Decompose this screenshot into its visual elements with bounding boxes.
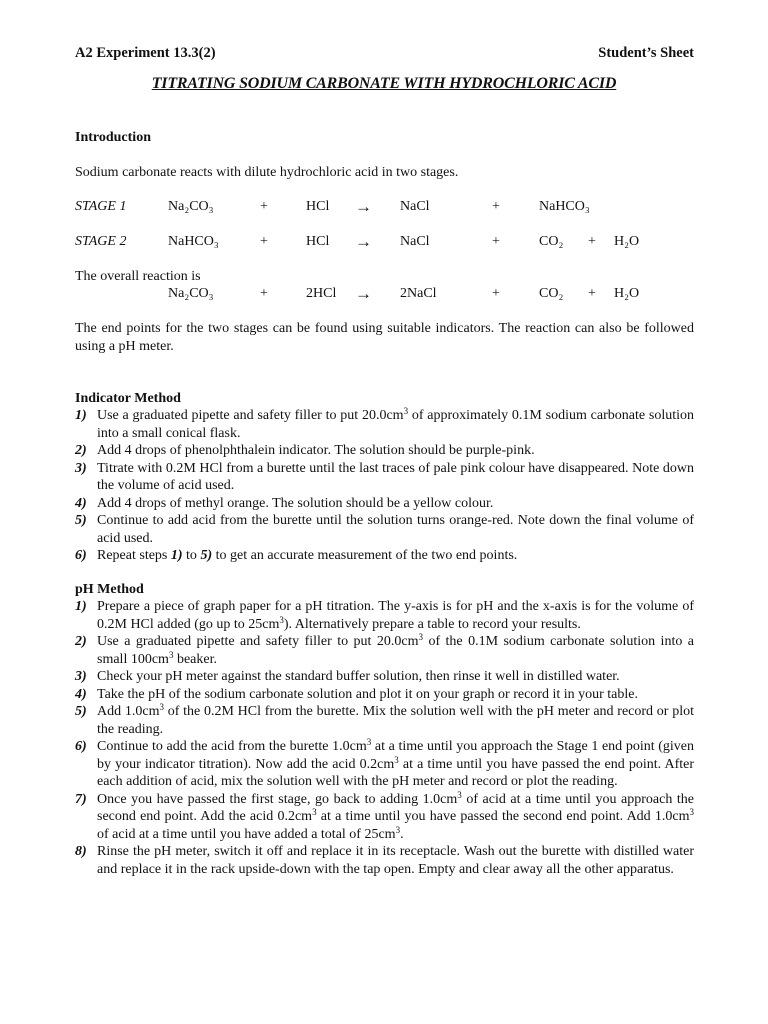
step-text: Continue to add the acid from the burette $1.0cm^3$ at a time until you approach the Stage 1 end point (given by your indicator titration). Now add the acid $0.2cm^3$ at a time until you have passed the end point. After each addition of acid, mix the solution well with the pH meter and record or plot the reading.	[97, 737, 695, 789]
indicator-step	[75, 407, 694, 442]
ph-step	[75, 843, 694, 878]
ph-step	[75, 703, 694, 738]
step-text: Repeat steps 1) to 5) to get an accurate measurement of the two end points.	[97, 548, 518, 563]
indicator-step	[75, 460, 694, 495]
step-number: 5)	[75, 704, 87, 719]
step-number: 7)	[75, 791, 87, 807]
step-number: 8)	[75, 844, 87, 859]
indicator-step	[75, 547, 694, 565]
stage2-product2: CO₂	[539, 234, 564, 249]
reaction-arrow: →	[355, 197, 372, 216]
stage2-reactant1: NaHCO₃	[168, 234, 219, 249]
plus-sign: +	[492, 199, 500, 214]
step-text: Add $1.0cm^3$ of the 0.2M HCl from the burette. Mix the solution well with the pH meter and record or plot the reading.	[97, 702, 694, 737]
endpoints-paragraph: The end points for the two stages can be found using suitable indicators. The reaction can also be followed using a pH meter.	[75, 321, 694, 354]
ph-step	[75, 791, 694, 844]
step-number: 3)	[75, 460, 87, 476]
plus-sign: +	[260, 199, 268, 214]
reaction-arrow: →	[355, 232, 372, 251]
stage2-product3: H₂O	[614, 234, 640, 249]
overall-product1: 2NaCl	[400, 286, 437, 301]
overall-product2: CO₂	[539, 286, 564, 301]
step-text: Add 4 drops of phenolphthalein indicator. The solution should be purple-pink.	[97, 443, 535, 458]
indicator-step	[75, 495, 694, 513]
step-number: 3)	[75, 669, 87, 684]
ph-step	[75, 598, 694, 633]
stage1-reactant1: Na₂CO₃	[168, 199, 214, 214]
introduction-text: Sodium carbonate reacts with dilute hydrochloric acid in two stages.	[75, 165, 459, 180]
step-number: 6)	[75, 548, 87, 563]
sheet-type-label: Student’s Sheet	[598, 45, 694, 61]
overall-product3: H₂O	[614, 286, 640, 301]
step-text: Use a graduated pipette and safety filler to put $20.0cm^3$ of the 0.1M sodium carbonate solution into a small $100cm^3$ beaker.	[97, 632, 694, 667]
step-text: Check your pH meter against the standard buffer solution, then rinse it well in distilled water.	[97, 669, 620, 684]
stage1-reactant2: HCl	[306, 199, 330, 214]
ph-steps-list	[75, 598, 694, 878]
ph-method-heading: pH Method	[75, 582, 144, 597]
step-text: Add 4 drops of methyl orange. The solution should be a yellow colour.	[97, 495, 494, 511]
step-number: 1)	[75, 599, 87, 614]
step-number: 4)	[75, 495, 87, 511]
stage2-label: STAGE 2	[75, 234, 127, 249]
experiment-label: A2 Experiment 13.3(2)	[75, 45, 216, 61]
plus-sign: +	[588, 234, 596, 249]
plus-sign: +	[492, 234, 500, 249]
ph-step	[75, 633, 694, 668]
step-text: Titrate with 0.2M HCl from a burette until the last traces of pale pink colour have disappeared. Note down the volume of acid used.	[97, 460, 694, 493]
ph-step	[75, 668, 694, 686]
step-text: Continue to add acid from the burette until the solution turns orange-red. Note down the final volume of acid used.	[97, 513, 694, 546]
indicator-steps-list	[75, 407, 694, 565]
step-text: Once you have passed the first stage, go back to adding $1.0cm^3$ of acid at a time until you approach the second end point. Add the acid $0.2cm^3$ at a time until you have passed the second end point. Add $1.0cm^3$ of acid at a time until you have added a total of $25cm^3$.	[97, 789, 694, 842]
step-number: 5)	[75, 513, 87, 528]
reaction-arrow: →	[355, 284, 372, 303]
ph-step	[75, 738, 694, 791]
step-number: 2)	[75, 443, 87, 458]
step-number: 4)	[75, 686, 87, 702]
stage1-product2: NaHCO₃	[539, 199, 590, 214]
step-text: Use a graduated pipette and safety filler to put $20.0cm^3$ of approximately 0.1M sodium carbonate solution into a small conical flask.	[97, 406, 694, 441]
overall-reactant2: 2HCl	[306, 286, 337, 301]
step-number: 2)	[75, 634, 87, 649]
indicator-step	[75, 512, 694, 547]
step-number: 6)	[75, 739, 87, 754]
introduction-heading: Introduction	[75, 130, 151, 145]
stage1-product1: NaCl	[400, 199, 430, 214]
plus-sign: +	[492, 286, 500, 301]
step-text: Take the pH of the sodium carbonate solution and plot it on your graph or record it in your table.	[97, 686, 638, 702]
step-text: Rinse the pH meter, switch it off and replace it in its receptacle. Wash out the burette with distilled water and replace it in the rack upside-down with the tap open. Empty and clear away all the other apparatus.	[97, 844, 694, 877]
plus-sign: +	[260, 234, 268, 249]
plus-sign: +	[260, 286, 268, 301]
indicator-step	[75, 442, 694, 460]
document-title: TITRATING SODIUM CARBONATE WITH HYDROCHLORIC ACID	[151, 75, 617, 92]
overall-reactant1: Na₂CO₃	[168, 286, 214, 301]
stage2-reactant2: HCl	[306, 234, 330, 249]
step-text: Prepare a piece of graph paper for a pH titration. The y-axis is for pH and the x-axis is for the volume of 0.2M HCl added (go up to $25cm^3$). Alternatively prepare a table to record your results.	[97, 599, 694, 632]
plus-sign: +	[588, 286, 596, 301]
indicator-method-heading: Indicator Method	[75, 391, 181, 406]
overall-reaction-label: The overall reaction is	[75, 269, 201, 284]
stage1-label: STAGE 1	[75, 199, 127, 214]
ph-step	[75, 686, 694, 704]
step-number: 1)	[75, 408, 87, 423]
stage2-product1: NaCl	[400, 234, 430, 249]
